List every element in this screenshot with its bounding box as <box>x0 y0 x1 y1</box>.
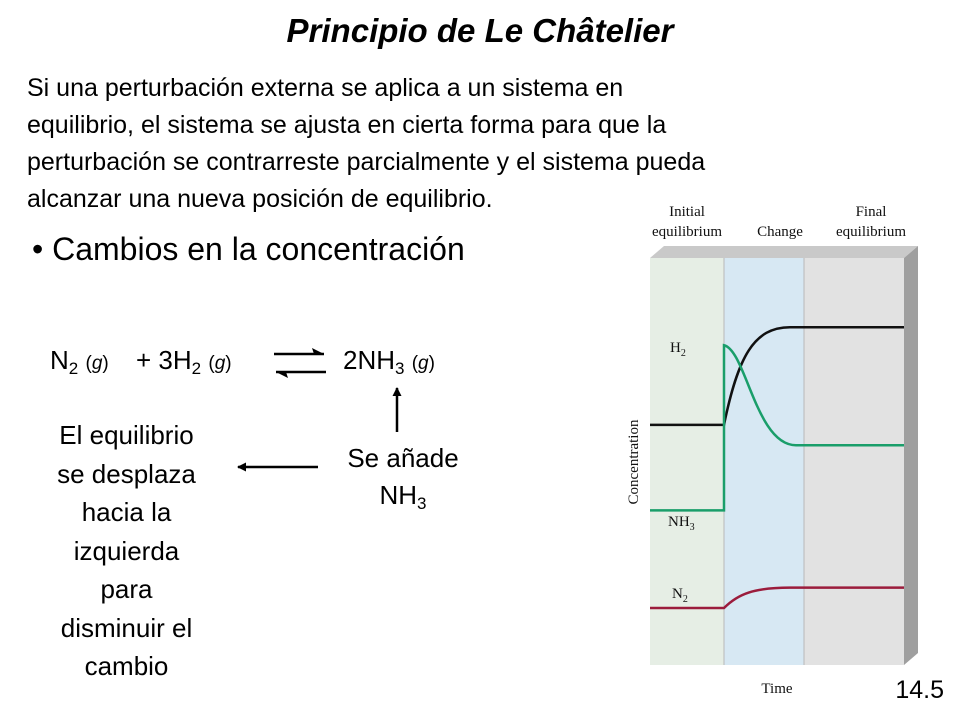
phase-label-change: Change <box>757 224 803 240</box>
shift-line: para <box>100 574 153 604</box>
added-nh3-label: Se añade $NH_3$ <box>347 443 459 513</box>
shift-line: disminuir el <box>60 612 193 643</box>
slide-title: Principio de Le Châtelier <box>286 12 674 49</box>
shift-line: hacia la <box>81 497 172 527</box>
n2-label: $N_2$ <box>672 586 688 605</box>
reactant-h2: + $3H_2$ (g) <box>136 345 232 378</box>
x-axis-label: Time <box>761 681 793 697</box>
shift-line: se desplaza <box>57 458 196 489</box>
h2-label: $H_2$ <box>670 340 686 359</box>
forward-arrow-head <box>312 348 324 354</box>
phase-label-initial-2: equilibrium <box>652 224 722 240</box>
phase-final <box>804 258 904 665</box>
reverse-arrow-head <box>276 372 288 378</box>
graph-side-edge <box>904 246 918 665</box>
product-nh3: $2NH_3$ (g) <box>343 345 435 378</box>
phase-change <box>724 258 804 665</box>
equilibrium-arrows <box>274 348 326 378</box>
intro-line: equilibrio, el sistema se ajusta en cierta forma para que la <box>27 111 667 139</box>
shift-line: El equilibrio <box>59 420 194 450</box>
intro-line: perturbación se contrarreste parcialmente y el sistema pueda <box>27 148 706 176</box>
nh3-label: $NH_3$ <box>668 514 695 533</box>
shift-line: izquierda <box>73 535 180 566</box>
phase-label-final-1: Final <box>855 204 887 220</box>
intro-line: Si una perturbación externa se aplica a un sistema en <box>27 74 624 102</box>
bullet-heading: • Cambios en la concentración <box>32 231 465 267</box>
phase-label-final-2: equilibrium <box>836 224 906 240</box>
reactant-n2: $N_2$ (g) <box>50 345 109 378</box>
shift-line: cambio <box>84 651 169 681</box>
slide-number: 14.5 <box>895 676 944 704</box>
graph-top-edge <box>650 246 918 258</box>
y-axis-label: Concentration <box>626 419 642 505</box>
concentration-graph <box>626 204 918 697</box>
phase-label-initial-1: Initial <box>669 204 705 220</box>
intro-line: alcanzar una nueva posición de equilibrio. <box>27 185 493 213</box>
